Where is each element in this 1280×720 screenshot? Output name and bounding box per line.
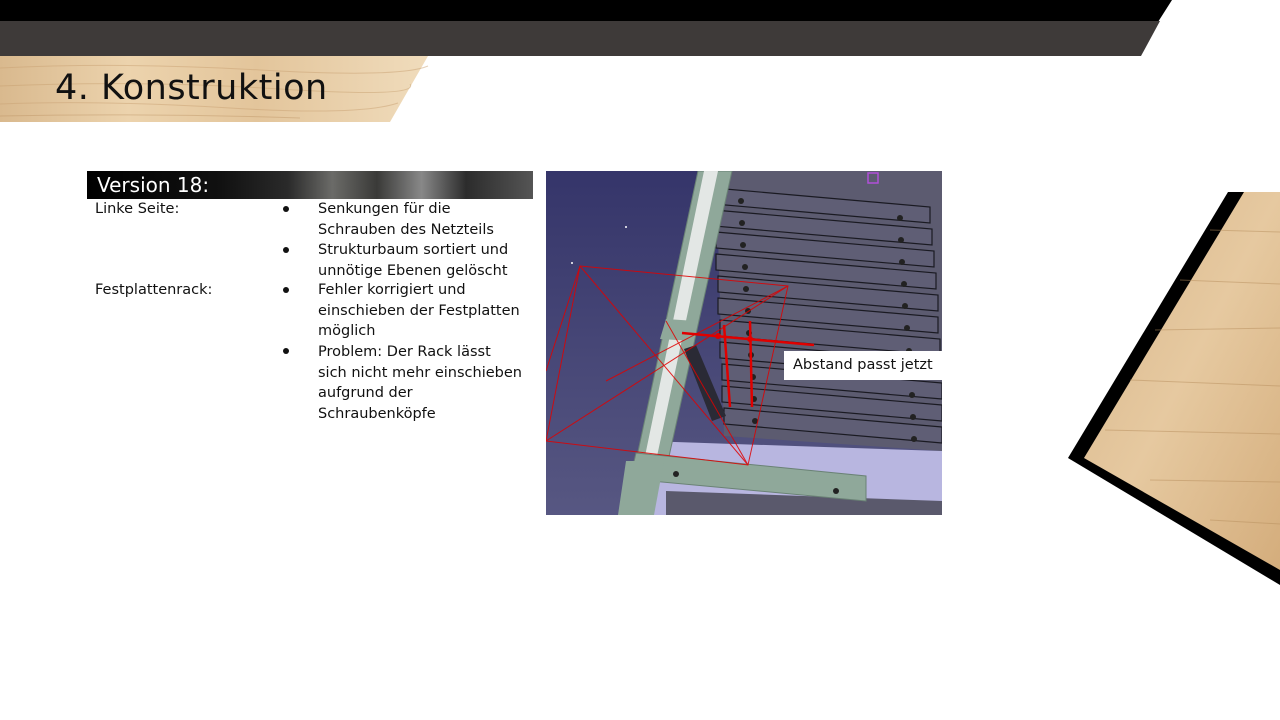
header-black-bar: [0, 0, 1280, 60]
bullet-text: Fehler korrigiert und einschieben der Festplatten möglich: [318, 282, 520, 339]
bullet-text: Strukturbaum sortiert und unnötige Ebenen gelöscht: [318, 242, 509, 279]
bullet-icon: [283, 206, 289, 212]
page-title: 4. Konstruktion: [55, 68, 328, 108]
bullet-icon: [283, 348, 289, 354]
bullet-icon: [283, 287, 289, 293]
cad-screenshot: [546, 171, 942, 515]
decorative-wood-shape: [1060, 190, 1280, 590]
row-label-linke-seite: Linke Seite:: [95, 201, 180, 217]
bullet-text: Problem: Der Rack lässt sich nicht mehr einschieben aufgrund der Schraubenköpfe: [318, 344, 522, 422]
bullet-text: Senkungen für die Schrauben des Netzteils: [318, 201, 494, 238]
bullet-icon: [283, 247, 289, 253]
row-label-festplattenrack: Festplattenrack:: [95, 282, 213, 298]
version-label: Version 18:: [97, 173, 210, 197]
image-callout-text: Abstand passt jetzt: [793, 357, 933, 373]
